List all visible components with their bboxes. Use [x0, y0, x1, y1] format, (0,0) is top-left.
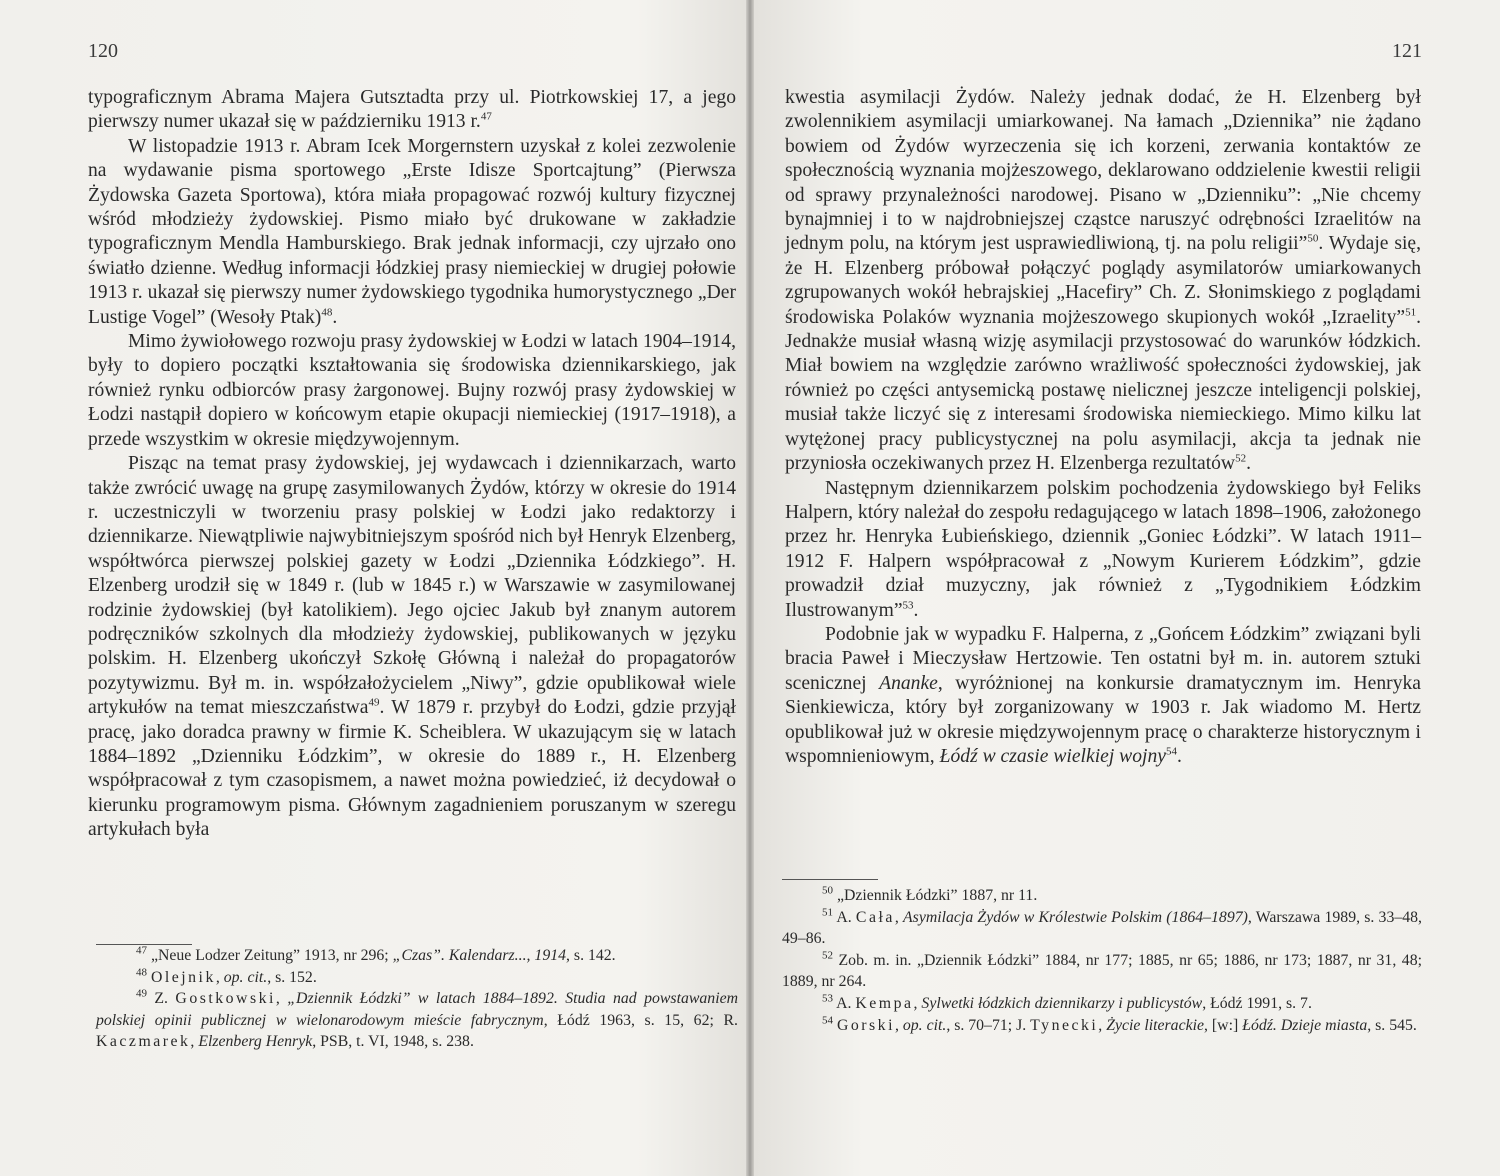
left-body-text — [88, 86, 736, 843]
footnote-text-segment: , s. 152. — [267, 968, 317, 986]
footnote-text-segment: „Dziennik Łódzki” w latach 1884–1892. Studia nad powstawaniem polskiej opinii publicznej w wielonarodowym mieście fabrycznym — [96, 990, 739, 1029]
footnote-ref: 54 — [822, 1014, 833, 1027]
footnote-ref: 53 — [902, 599, 914, 611]
footnote-text-segment: „Neue Lodzer Zeitung” 1913, nr 296; — [147, 947, 393, 964]
footnote-text-segment: „Dziennik Łódzki” 1887, nr 11. — [833, 887, 1038, 904]
book-gutter — [746, 0, 754, 1176]
text-segment: typograficznym Abrama Majera Gutsztadta przy ul. Piotrkowskiej 17, a jego pierwszy numer ukazał się w październiku 1913 r. — [88, 87, 736, 133]
body-paragraph — [785, 86, 1421, 477]
footnote-text-segment: Tynecki — [1030, 1016, 1099, 1034]
footnote-text-segment: , — [275, 990, 288, 1008]
footnote-ref: 52 — [822, 949, 833, 962]
footnote-text-segment: op. cit. — [223, 968, 268, 986]
text-segment: . — [1176, 745, 1182, 767]
footnote-ref: 51 — [822, 906, 833, 919]
footnote-text-segment: Cała — [855, 908, 895, 926]
footnote-ref: 51 — [1405, 306, 1417, 319]
right-page — [750, 0, 1500, 1176]
text-segment: Pisząc na temat prasy żydowskiej, jej wydawcach i dziennikarzach, warto także zwrócić uwagę na grupę zasymilowanych Żydów, którzy w okresie do 1914 r. uczestniczyli w tworzeniu prasy polskiej w Łodzi jako redaktorzy i dziennikarze. Niewątpliwie najwybitniejszym spośród nich był Henryk Elzenberg, współtwórca pierwszej polskiej gazety w Łodzi „Dziennika Łódzkiego”. H. Elzenberg urodził się w 1849 r. (lub w 1845 r.) w Warszawie w zasymilowanej rodzinie żydowskiej (był katolikiem). Jego ojciec Jakub był znanym autorem podręczników szkolnych dla młodzieży żydowskiej, publikowanych w języku polskim. H. Elzenberg ukończył Szkołę Główną i należał do propagatorów pozytywizmu. Był m. in. współzałożycielem „Niwy”, gdzie opublikował wiele artykułów na temat mieszczaństwa — [88, 453, 736, 719]
footnote-ref: 48 — [321, 306, 333, 319]
footnote — [782, 950, 1422, 993]
text-segment: Łódź w czasie wielkiej wojny — [939, 745, 1166, 767]
footnote-text-segment: Kempa — [855, 994, 914, 1012]
right-footnotes — [782, 885, 1422, 1036]
footnote-text-segment: Elzenberg Henryk — [198, 1033, 313, 1051]
footnote-ref: 49 — [368, 696, 380, 709]
footnote-text-segment: Łódź. Dzieje miasta — [1242, 1016, 1368, 1034]
footnote-ref: 52 — [1235, 452, 1247, 465]
left-footnotes — [96, 945, 738, 1053]
footnote-text-segment: Olejnik — [150, 968, 216, 986]
text-segment: . — [913, 599, 919, 621]
page-number-left: 120 — [88, 40, 118, 62]
right-body-text — [785, 86, 1421, 769]
footnote-text-segment: , Łódź 1991, s. 7. — [1202, 994, 1312, 1012]
footnote-text-segment: op. cit. — [902, 1016, 947, 1034]
body-paragraph — [785, 623, 1421, 769]
text-segment: Podobnie jak w wypadku F. Halperna, z „Gońcem Łódzkim” związani byli bracia Paweł i Mieczysław Hertzowie. Ten ostatni był m. in. autorem sztuki scenicznej — [785, 623, 1421, 694]
footnote-text-segment: A. — [833, 994, 856, 1012]
text-segment: . Jednakże musiał własną wizję asymilacji przystosować do warunków łódzkich. Miał bowiem na względzie zarówno wrażliwość społeczności żydowskiej, jak również po części antysemicką postawę nielicznej jeszcze inteligencji polskiej, musiał także liczyć się z interesami środowiska niemieckiego. Mimo kilku lat wytężonej pracy publicystycznej na polu asymilacji, akcja ta jednak nie przyniosła oczekiwanych przez H. Elzenberga rezultatów — [785, 306, 1421, 475]
footnote-ref: 47 — [480, 110, 492, 123]
footnote-text-segment: , PSB, t. VI, 1948, s. 238. — [312, 1033, 474, 1051]
footnote-ref: 48 — [136, 966, 147, 979]
footnote-text-segment: Sylwetki łódzkich dziennikarzy i publicystów — [921, 994, 1203, 1012]
footnote — [96, 967, 738, 989]
footnote-text-segment: Z. — [147, 990, 176, 1008]
body-paragraph — [785, 477, 1421, 623]
text-segment: , wyróżnionej na konkursie dramatycznym im. Henryka Sienkiewicza, który był zorganizowany w 1903 r. Jak wiadomo M. Hertz opublikował już w okresie międzywojennym pracę o charakterze historycznym i wspomnieniowym, — [785, 672, 1421, 767]
footnote-ref: 49 — [136, 987, 147, 1000]
footnote-rule-right — [782, 879, 878, 880]
footnote — [782, 885, 1422, 907]
footnote-ref: 50 — [1307, 232, 1319, 245]
footnote-text-segment: A. — [833, 908, 856, 926]
footnote — [96, 988, 738, 1053]
text-segment: . — [332, 306, 338, 328]
footnote — [782, 907, 1422, 950]
footnote-text-segment: , [w:] — [1204, 1016, 1243, 1034]
footnote-text-segment: Kaczmarek — [96, 1033, 191, 1051]
footnote-text-segment: , s. 70–71; J. — [946, 1016, 1031, 1034]
body-paragraph — [88, 330, 736, 452]
text-segment: Następnym dziennikarzem polskim pochodzenia żydowskiego był Feliks Halpern, który należał do zespołu redagującego w latach 1898–1906, założonego przez hr. Henryka Łubieńskiego, dziennik „Goniec Łódzki”. W latach 1911–1912 F. Halpern współpracował z „Nowym Kurierem Łódzkim”, gdzie prowadził dział muzyczny, jak również z „Tygodnikiem Łódzkim Ilustrowanym” — [785, 477, 1422, 621]
body-paragraph — [88, 135, 736, 330]
text-segment: Mimo żywiołowego rozwoju prasy żydowskiej w Łodzi w latach 1904–1914, były to dopiero początki kształtowania się środowiska dziennikarskiego, jak również rynku odbiorców prasy żargonowej. Bujny rozwój prasy żydowskiej w Łodzi nastąpił dopiero w końcowym etapie okupacji niemieckiej (1917–1918), a przede wszystkim w okresie międzywojennym. — [88, 331, 736, 450]
text-segment: . — [1246, 453, 1251, 475]
body-paragraph — [88, 86, 736, 135]
body-paragraph — [88, 452, 736, 843]
footnote — [96, 945, 738, 967]
footnote-text-segment: „Czas”. Kalendarz..., 1914 — [392, 947, 567, 964]
footnote-text-segment: , — [894, 908, 904, 926]
footnote-text-segment: Życie literackie — [1106, 1016, 1205, 1034]
footnote-text-segment: , — [894, 1016, 903, 1034]
footnote-text-segment: , — [190, 1033, 199, 1051]
footnote-text-segment: , — [1098, 1016, 1107, 1034]
footnote-text-segment: , — [215, 968, 224, 986]
footnote-text-segment: , — [913, 994, 922, 1012]
footnote-ref: 54 — [1165, 745, 1177, 758]
footnote-ref: 47 — [136, 944, 147, 957]
footnote-text-segment: , s. 142. — [566, 947, 616, 964]
footnote-ref: 50 — [822, 884, 833, 897]
text-segment: . Wydaje się, że H. Elzenberg próbował połączyć poglądy asymilatorów umiarkowanych zgrupowanych wokół hebrajskiej „Hacefiry” Ch. Z. Słonimskiego z poglądami środowiska Polaków wyznania mojżeszowego skupionych wokół „Izraelity” — [785, 233, 1421, 328]
footnote-text-segment: Gostkowski — [175, 990, 276, 1008]
page-number-right: 121 — [1392, 40, 1422, 62]
footnote-text-segment: Zob. m. in. „Dziennik Łódzki” 1884, nr 177; 1885, nr 65; 1886, nr 173; 1887, nr 31, 48; 1889, nr 264. — [782, 951, 1422, 991]
footnote-text-segment: Gorski — [836, 1016, 895, 1034]
footnote — [782, 1015, 1422, 1037]
footnote-text-segment: , Warszawa 1989, s. 33–48, 49–86. — [782, 908, 1422, 948]
footnote-text-segment: , s. 545. — [1367, 1016, 1417, 1034]
text-segment: kwestia asymilacji Żydów. Należy jednak dodać, że H. Elzenberg był zwolennikiem asymilacji umiarkowanej. Na łamach „Dziennika” nie żądano bowiem od Żydów wyrzeczenia się ich korzeni, zerwania kontaktów ze społecznością wyznania mojżeszowego, deklarowano oddzielenie kwestii religii od sprawy przynależności narodowej. Pisano w „Dzienniku”: „Nie chcemy bynajmniej i to w najdrobniejszej cząstce naruszyć odrębności Izraelitów na jednym polu, na którym jest usprawiedliwioną, tj. na polu religii” — [785, 87, 1421, 255]
text-segment: . W 1879 r. przybył do Łodzi, gdzie przyjął pracę, jako doradca prawny w firmie K. Scheiblera. W ukazującym się w latach 1884–1892 „Dzienniku Łódzkim”, w okresie do 1889 r., H. Elzenberg współpracował z tym czasopismem, a nawet można powiedzieć, iż decydował o kierunku programowym pisma. Głównym zagadnieniem poruszanym w szeregu artykułach była — [88, 697, 736, 841]
text-segment: W listopadzie 1913 r. Abram Icek Morgernstern uzyskał z kolei zezwolenie na wydawanie pisma sportowego „Erste Idisze Sportcajtung” (Pierwsza Żydowska Gazeta Sportowa), która miała propagować rozwój kultury fizycznej wśród młodzieży żydowskiej. Pismo miało być drukowane w zakładzie typograficznym Mendla Hamburskiego. Brak jednak informacji, czy ujrzało ono światło dzienne. Według informacji łódzkiej prasy niemieckiej w drugiej połowie 1913 r. ukazał się pierwszy numer żydowskiego tygodnika humorystycznego „Der Lustige Vogel” (Wesoły Ptak) — [88, 135, 736, 328]
footnote-text-segment: Asymilacja Żydów w Królestwie Polskim (1864–1897) — [903, 908, 1248, 926]
text-segment: Ananke — [879, 672, 938, 694]
footnote-ref: 53 — [822, 992, 833, 1005]
footnote-text-segment: , Łódź 1963, s. 15, 62; R. — [543, 1011, 738, 1029]
footnote — [782, 993, 1422, 1015]
